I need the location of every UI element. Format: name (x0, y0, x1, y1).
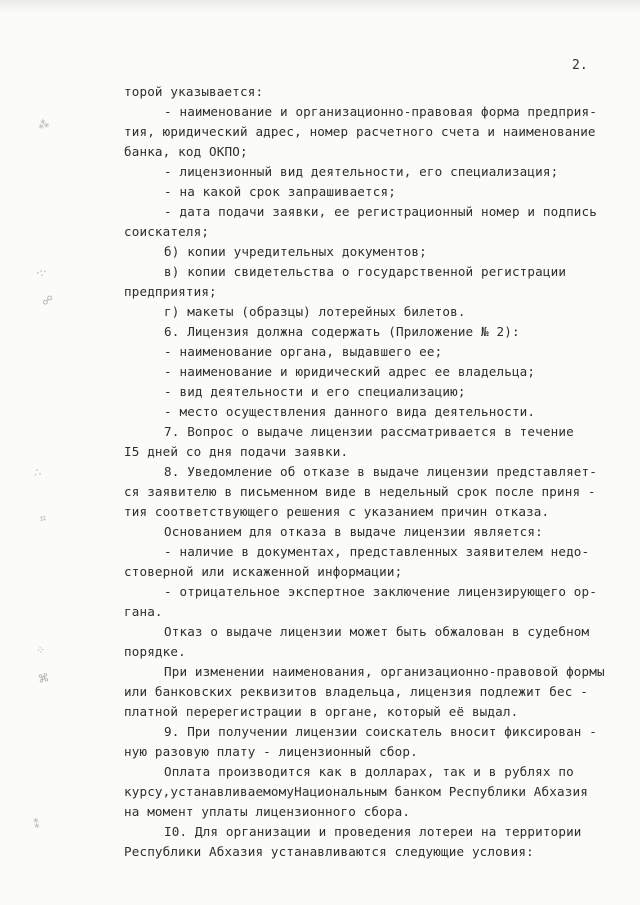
text-line: - вид деятельности и его специализацию; (164, 384, 466, 399)
page-number: 2. (572, 58, 588, 73)
text-line: Оплата производится как в долларах, так и в рублях по (164, 764, 574, 779)
text-line: - наименование и организационно-правовая форма предприя- (164, 104, 597, 119)
scan-edge-shadow (0, 0, 640, 14)
text-line: в) копии свидетельства о государственной регистрации (164, 264, 567, 279)
scan-artifact: ☍ (40, 292, 55, 309)
text-line: Республики Абхазия устанавливаются следующие условия: (124, 844, 534, 859)
text-line: б) копии учредительных документов; (164, 244, 427, 259)
scan-artifact: ⁂ (36, 116, 51, 133)
text-line: - дата подачи заявки, ее регистрационный номер и подпись (164, 204, 597, 219)
scan-artifact: ⌗ (38, 511, 48, 526)
text-line: - место осуществления данного вида деятельности. (164, 404, 536, 419)
text-line: - наличие в документах, представленных заявителем недо- (164, 544, 590, 559)
text-line: предприятия; (124, 284, 217, 299)
scan-artifact: ·:· (34, 265, 48, 280)
text-line: ную разовую плату - лицензионный сбор. (124, 744, 418, 759)
text-line: При изменении наименования, организационно-правовой формы (164, 664, 605, 679)
text-line: или банковских реквизитов владельца, лицензия подлежит бес - (124, 684, 588, 699)
text-line: стоверной или искаженной информации; (124, 564, 403, 579)
text-line: I5 дней со дня подачи заявки. (124, 444, 349, 459)
text-line: ся заявителю в письменном виде в недельный срок после приня - (124, 484, 596, 499)
text-line: тия, юридический адрес, номер расчетного счета и наименование (124, 124, 596, 139)
scan-artifact: ⌘ (36, 670, 51, 687)
scan-artifact: ⁘ (34, 643, 47, 658)
text-line: тия соответствующего решения с указанием причин отказа. (124, 504, 550, 519)
text-line: Отказ о выдаче лицензии может быть обжалован в судебном (164, 624, 590, 639)
text-line: 8. Уведомление об отказе в выдаче лицензии представляет- (164, 464, 597, 479)
text-line: торой указывается: (124, 84, 264, 99)
text-line: - наименование органа, выдавшего ее; (164, 344, 443, 359)
text-line: соискателя; (124, 224, 210, 239)
text-line: 7. Вопрос о выдаче лицензии рассматривается в течение (164, 424, 574, 439)
text-line: - наименование и юридический адрес ее владельца; (164, 364, 536, 379)
text-line: гана. (124, 604, 163, 619)
text-line: порядке. (124, 644, 186, 659)
text-line: 9. При получении лицензии соискатель вносит фиксирован - (164, 724, 597, 739)
text-line: - лицензионный вид деятельности, его специализация; (164, 164, 559, 179)
text-line: платной перерегистрации в органе, который её выдал. (124, 704, 519, 719)
scan-artifact: ∴ (32, 465, 43, 480)
text-line: г) макеты (образцы) лотерейных билетов. (164, 304, 466, 319)
text-line: - отрицательное экспертное заключение лицензирующего ор- (164, 584, 597, 599)
text-line: 6. Лицензия должна содержать (Приложение № 2): (164, 324, 520, 339)
scan-artifact: ⁑ (32, 817, 41, 832)
text-line: курсу,устанавливаемомуНациональным банком Республики Абхазия (124, 784, 588, 799)
text-line: банка, код ОКПО; (124, 144, 248, 159)
text-line: I0. Для организации и проведения лотереи на территории (164, 824, 582, 839)
text-line: на момент уплаты лицензионного сбора. (124, 804, 411, 819)
text-line: - на какой срок запрашивается; (164, 184, 396, 199)
text-line: Основанием для отказа в выдаче лицензии является: (164, 524, 543, 539)
